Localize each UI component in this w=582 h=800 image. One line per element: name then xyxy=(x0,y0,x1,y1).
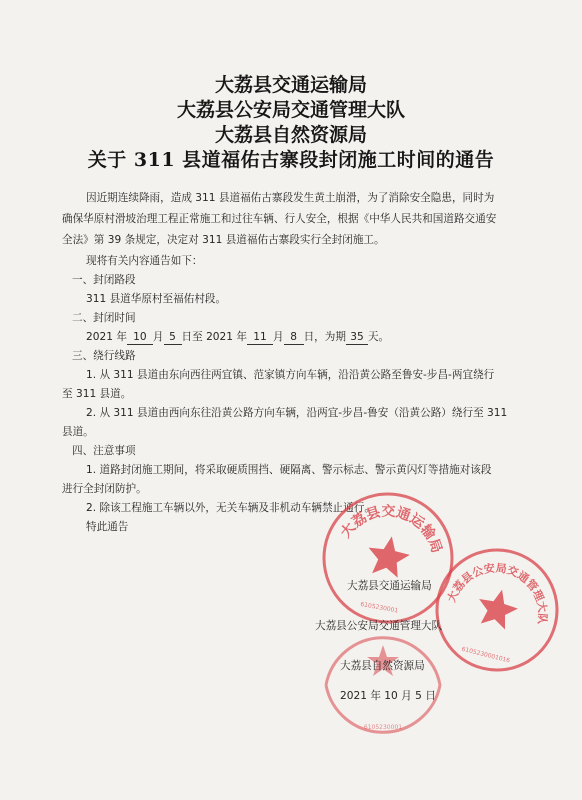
closure-time-part: 2021 年 xyxy=(86,331,127,343)
lead-text: 现将有关内容通告如下： xyxy=(86,255,203,267)
agency-title-natural-resources: 大荔县自然资源局 xyxy=(214,124,367,146)
closure-end-day: 8 xyxy=(284,330,304,345)
notice-title: 关于 311 县道福佑古寨段封闭施工时间的通告 xyxy=(87,149,495,171)
intro-line-1: 因近期连续降雨，造成 311 县道福佑古寨段发生黄土崩滑，为了消除安全隐患，同时为 xyxy=(86,192,495,204)
detour-1-line-1: 1. 从 311 县道由东向西往两宜镇、范家镇方向车辆，沿沿黄公路至鲁安-步昌-两宜绕行 xyxy=(86,369,495,381)
signature-natural-resources: 大荔县自然资源局 xyxy=(340,660,425,672)
section-3-heading: 三、绕行线路 xyxy=(72,350,136,362)
intro-line-2: 确保华原村滑坡治理工程正常施工和过往车辆、行人安全，根据《中华人民共和国道路交通安 xyxy=(62,213,497,225)
seal-star-icon xyxy=(473,585,521,632)
section-2-heading: 二、封闭时间 xyxy=(72,312,136,324)
note-1-line-1: 1. 道路封闭施工期间，将采取硬质围挡、硬隔离、警示标志、警示黄闪灯等措施对该段 xyxy=(86,464,492,476)
signature-date: 2021 年 10 月 5 日 xyxy=(340,690,436,702)
intro-line-3: 全法》第 39 条规定，决定对 311 县道福佑古寨段实行全封闭施工。 xyxy=(62,234,385,246)
detour-1-line-2: 至 311 县道。 xyxy=(62,388,132,400)
detour-2-line-1: 2. 从 311 县道由西向东往沿黄公路方向车辆，沿两宜-步昌-鲁安（沿黄公路）绕行至 311 xyxy=(86,407,508,419)
closure-time-part: 日至 2021 年 xyxy=(181,331,247,343)
agency-title-transport: 大荔县交通运输局 xyxy=(214,74,367,96)
closure-time xyxy=(86,330,389,345)
closure-duration-days: 35 xyxy=(346,330,368,345)
section-1-heading: 一、封闭路段 xyxy=(72,274,136,286)
agency-title-traffic-police: 大荔县公安局交通管理大队 xyxy=(176,99,405,121)
closure-start-month: 10 xyxy=(127,330,153,345)
closure-time-part: 月 xyxy=(273,331,284,343)
section-4-heading: 四、注意事项 xyxy=(72,445,136,457)
signature-traffic-police: 大荔县公安局交通管理大队 xyxy=(315,620,443,632)
seal-3-code: 6105230001 xyxy=(363,724,403,731)
seal-star-icon xyxy=(364,533,412,579)
seal-1-text: 大荔县交通运输局 xyxy=(337,503,445,556)
detour-2-line-2: 县道。 xyxy=(62,426,94,438)
closure-time-part: 日，为期 xyxy=(303,331,346,343)
section-1-text: 311 县道华原村至福佑村段。 xyxy=(86,293,227,305)
closure-time-part: 天。 xyxy=(367,331,390,343)
closing-text: 特此通告 xyxy=(86,521,129,533)
closure-end-month: 11 xyxy=(247,330,273,345)
note-2-text: 2. 除该工程施工车辆以外，无关车辆及非机动车辆禁止通行。 xyxy=(86,502,375,514)
closure-start-day: 5 xyxy=(164,330,182,345)
closure-time-part: 月 xyxy=(152,331,164,343)
seal-2-text: 大荔县公安局交通管理大队 xyxy=(444,561,550,625)
seal-1-code: 6105230001 xyxy=(359,600,399,615)
note-1-line-2: 进行全封闭防护。 xyxy=(62,483,147,495)
natural-resources-seal xyxy=(318,625,448,735)
seal-2-code: 6105230001016 xyxy=(460,645,511,665)
signature-transport: 大荔县交通运输局 xyxy=(347,580,432,592)
